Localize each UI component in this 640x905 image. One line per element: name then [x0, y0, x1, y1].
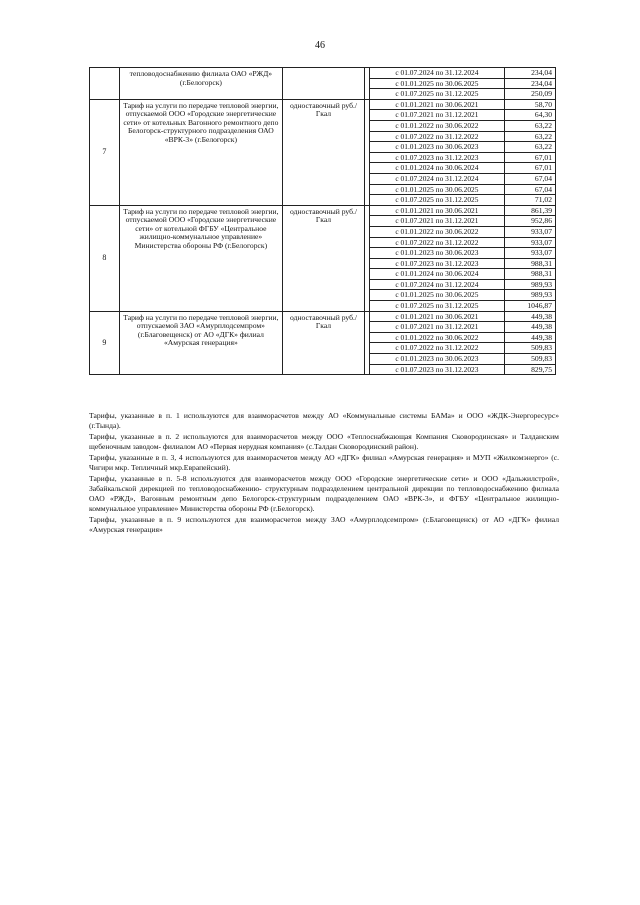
- tariff-value: 64,30: [504, 110, 555, 121]
- tariff-value: 250,09: [504, 89, 555, 100]
- note-paragraph: Тарифы, указанные в п. 3, 4 используются для взаиморасчетов между АО «ДГК» филиал «Амурская генерация» и МУП «Жилкомэнерго» (с. Чигири мкр. Тепличный мкр.Еврапейский).: [89, 453, 559, 472]
- tariff-unit: одноставочный руб./Гкал: [283, 99, 365, 205]
- tariff-period: с 01.01.2025 по 30.06.2025: [369, 184, 504, 195]
- tariff-period: с 01.01.2025 по 30.06.2025: [369, 78, 504, 89]
- tariff-value: 933,07: [504, 237, 555, 248]
- tariff-period: с 01.07.2023 по 31.12.2023: [369, 152, 504, 163]
- note-paragraph: Тарифы, указанные в п. 1 используются для взаиморасчетов между АО «Коммунальные системы БАМа» и ООО «ЖДК-Энергоресурс» (г.Тында).: [89, 411, 559, 430]
- tariff-period: с 01.07.2023 по 31.12.2023: [369, 258, 504, 269]
- tariff-period: с 01.01.2021 по 30.06.2021: [369, 205, 504, 216]
- tariff-value: 67,04: [504, 173, 555, 184]
- tariff-value: 952,86: [504, 216, 555, 227]
- tariff-period: с 01.01.2024 по 30.06.2024: [369, 269, 504, 280]
- tariff-period: с 01.07.2025 по 31.12.2025: [369, 195, 504, 206]
- note-paragraph: Тарифы, указанные в п. 9 используются для взаиморасчетов между ЗАО «Амурплодсемпром» (г.Благовещенск) от АО «ДГК» филиал «Амурская генерация»: [89, 515, 559, 534]
- table-row: [90, 68, 556, 79]
- tariff-period: с 01.07.2022 по 31.12.2022: [369, 237, 504, 248]
- tariff-value: 449,38: [504, 322, 555, 333]
- tariff-period: с 01.07.2022 по 31.12.2022: [369, 343, 504, 354]
- tariff-value: 509,83: [504, 354, 555, 365]
- tariff-value: 509,83: [504, 343, 555, 354]
- tariff-period: с 01.07.2024 по 31.12.2024: [369, 173, 504, 184]
- tariff-value: 63,22: [504, 142, 555, 153]
- tariff-unit: одноставочный руб./Гкал: [283, 311, 365, 375]
- tariff-period: с 01.01.2024 по 30.06.2024: [369, 163, 504, 174]
- notes-section: [89, 411, 559, 536]
- tariff-unit: одноставочный руб./Гкал: [283, 205, 365, 311]
- tariff-value: 1046,87: [504, 301, 555, 312]
- tariff-description: тепловодоснабжению филиала ОАО «РЖД» (г.Белогорск): [119, 68, 283, 100]
- tariff-period: с 01.01.2023 по 30.06.2023: [369, 354, 504, 365]
- table-row: [90, 99, 556, 110]
- tariff-period: с 01.01.2025 по 30.06.2025: [369, 290, 504, 301]
- tariff-period: с 01.01.2023 по 30.06.2023: [369, 248, 504, 259]
- tariff-value: 63,22: [504, 131, 555, 142]
- table-row: [90, 205, 556, 216]
- tariff-table-body: [90, 68, 556, 375]
- tariff-unit: [283, 68, 365, 100]
- tariff-value: 234,04: [504, 78, 555, 89]
- tariff-value: 933,07: [504, 226, 555, 237]
- tariff-value: 449,38: [504, 311, 555, 322]
- note-paragraph: Тарифы, указанные в п. 5-8 используются для взаиморасчетов между ООО «Городские энергетические сети» и ООО «Дальжилстрой», Забайкальской дирекцией по тепловодоснабжению- структурным подразделением центральной дирекции по тепловодоснабжению филиала ОАО «РЖД», Вагонным ремонтным депо Белогорск-структурным подразделением ОАО «ВРК-3», и ФГБУ «Центральное жилищно-коммунальное управление» Министерства обороны РФ (г.Белогорск).: [89, 474, 559, 513]
- tariff-table: [89, 67, 556, 375]
- tariff-value: 988,31: [504, 269, 555, 280]
- tariff-value: 933,07: [504, 248, 555, 259]
- tariff-period: с 01.07.2025 по 31.12.2025: [369, 89, 504, 100]
- tariff-period: с 01.07.2021 по 31.12.2021: [369, 322, 504, 333]
- tariff-value: 829,75: [504, 364, 555, 375]
- tariff-period: с 01.07.2021 по 31.12.2021: [369, 110, 504, 121]
- note-paragraph: Тарифы, указанные в п. 2 используются для взаиморасчетов между ООО «Теплоснабжающая Компания Сковородинская» и Талданским щебеночным заводом- филиалом АО «Первая нерудная компания» (с.Талдан Сковородинский район).: [89, 432, 559, 451]
- tariff-value: 989,93: [504, 290, 555, 301]
- tariff-period: с 01.07.2022 по 31.12.2022: [369, 131, 504, 142]
- tariff-value: 67,04: [504, 184, 555, 195]
- tariff-value: 988,31: [504, 258, 555, 269]
- page-number: 46: [315, 40, 325, 51]
- table-row: [90, 311, 556, 322]
- tariff-description: Тариф на услуги по передаче тепловой энергии, отпускаемой ЗАО «Амурплодсемпром» (г.Благовещенск) от АО «ДГК» филиал «Амурская генерация»: [119, 311, 283, 375]
- tariff-description: Тариф на услуги по передаче тепловой энергии, отпускаемой ООО «Городские энергетические сети» от котельных Вагонного ремонтного депо Белогорск-структурного подразделения ОАО «ВРК-3» (г.Белогорск): [119, 99, 283, 205]
- tariff-value: 67,01: [504, 152, 555, 163]
- tariff-period: с 01.07.2025 по 31.12.2025: [369, 301, 504, 312]
- tariff-item-number: 8: [90, 205, 120, 311]
- tariff-item-number: [90, 68, 120, 100]
- tariff-value: 861,39: [504, 205, 555, 216]
- tariff-period: с 01.01.2021 по 30.06.2021: [369, 311, 504, 322]
- tariff-value: 989,93: [504, 279, 555, 290]
- tariff-period: с 01.07.2021 по 31.12.2021: [369, 216, 504, 227]
- tariff-value: 58,70: [504, 99, 555, 110]
- tariff-value: 449,38: [504, 332, 555, 343]
- tariff-period: с 01.01.2022 по 30.06.2022: [369, 332, 504, 343]
- tariff-period: с 01.01.2023 по 30.06.2023: [369, 142, 504, 153]
- tariff-value: 63,22: [504, 120, 555, 131]
- tariff-value: 71,02: [504, 195, 555, 206]
- tariff-item-number: 9: [90, 311, 120, 375]
- tariff-value: 234,04: [504, 68, 555, 79]
- tariff-description: Тариф на услуги по передаче тепловой энергии, отпускаемой ООО «Городские энергетические сети» от котельной ФГБУ «Центральное жилищно-коммунальное управление» Министерства обороны РФ (г.Белогорск): [119, 205, 283, 311]
- tariff-period: с 01.01.2022 по 30.06.2022: [369, 226, 504, 237]
- tariff-period: с 01.01.2022 по 30.06.2022: [369, 120, 504, 131]
- tariff-item-number: 7: [90, 99, 120, 205]
- tariff-value: 67,01: [504, 163, 555, 174]
- tariff-period: с 01.07.2023 по 31.12.2023: [369, 364, 504, 375]
- tariff-period: с 01.07.2024 по 31.12.2024: [369, 68, 504, 79]
- tariff-period: с 01.01.2021 по 30.06.2021: [369, 99, 504, 110]
- tariff-period: с 01.07.2024 по 31.12.2024: [369, 279, 504, 290]
